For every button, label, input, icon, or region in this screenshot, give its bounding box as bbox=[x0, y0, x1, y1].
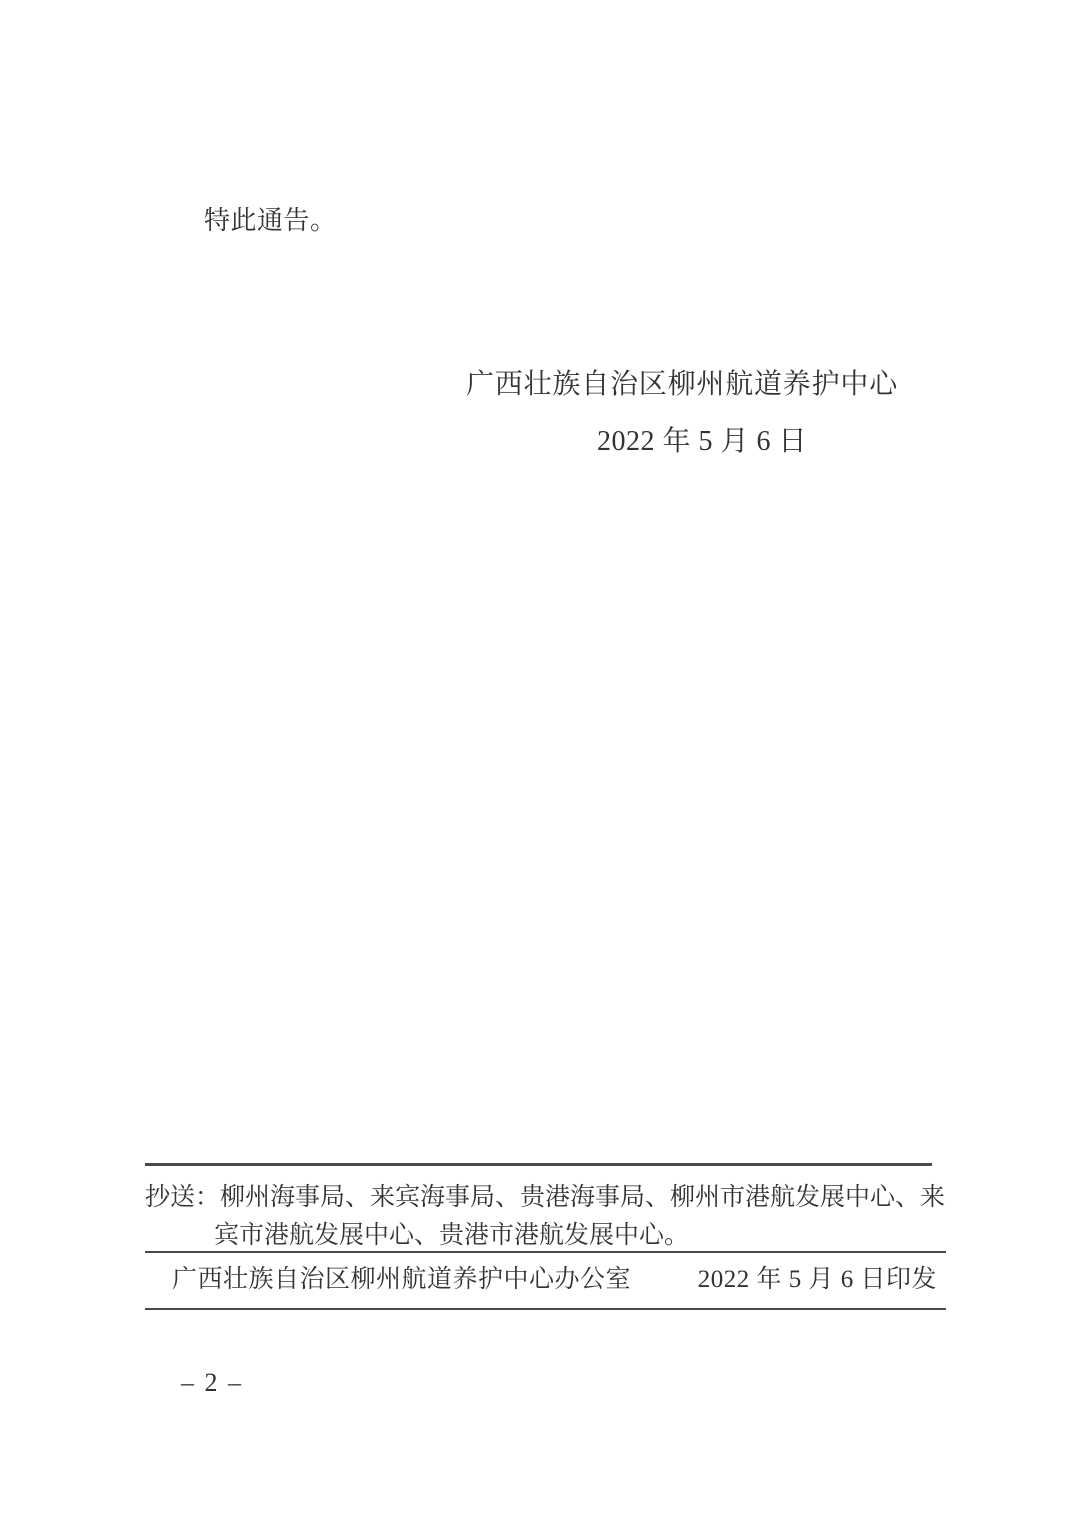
cc-line-1 bbox=[145, 1179, 955, 1217]
signature-org: 广西壮族自治区柳州航道养护中心 bbox=[466, 369, 899, 400]
colophon-bottom-rule bbox=[145, 1308, 946, 1310]
cc-line-2: 宾市港航发展中心、贵港市港航发展中心。 bbox=[214, 1222, 690, 1249]
issuer-name: 广西壮族自治区柳州航道养护中心办公室 bbox=[172, 1266, 632, 1293]
print-date: 2022 年 5 月 6 日印发 bbox=[697, 1266, 937, 1293]
cc-label: 抄送： bbox=[145, 1184, 221, 1211]
signature-date: 2022 年 5 月 6 日 bbox=[597, 426, 808, 457]
issuer-row bbox=[145, 1263, 946, 1297]
closing-paragraph: 特此通告。 bbox=[204, 206, 337, 235]
colophon-middle-rule bbox=[145, 1251, 946, 1253]
page-number: – 2 – bbox=[181, 1368, 243, 1397]
cc-recipients-1: 柳州海事局、来宾海事局、贵港海事局、柳州市港航发展中心、来 bbox=[220, 1184, 946, 1211]
colophon-top-rule bbox=[145, 1163, 932, 1166]
cc-block bbox=[145, 1179, 955, 1255]
